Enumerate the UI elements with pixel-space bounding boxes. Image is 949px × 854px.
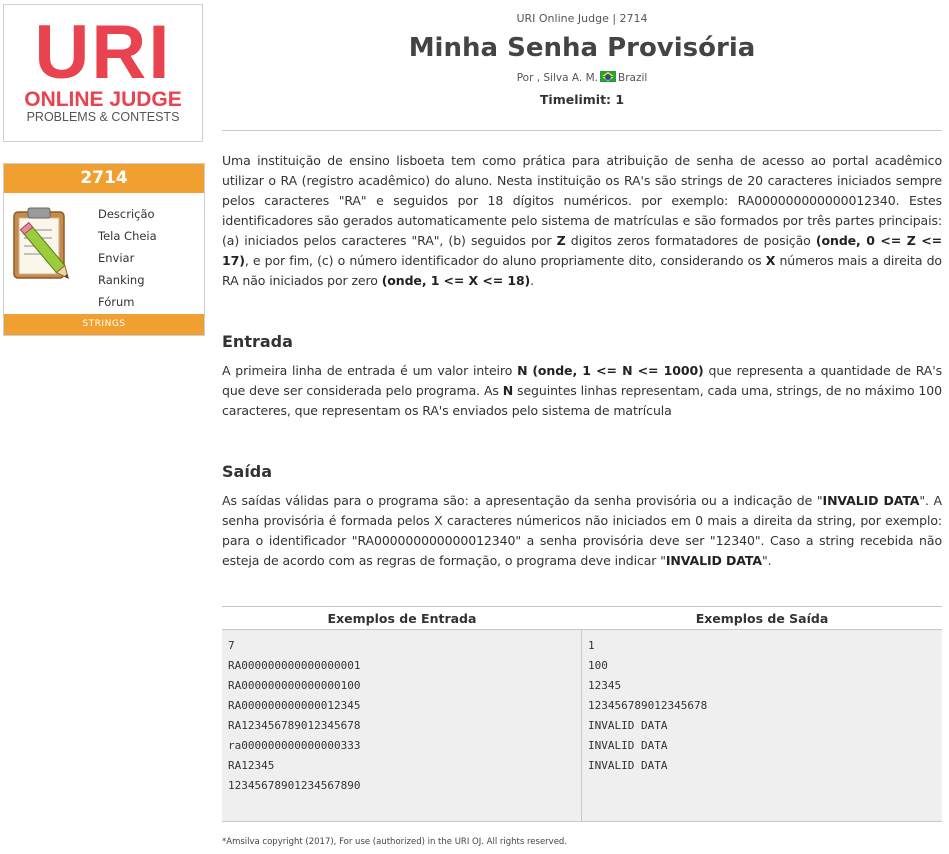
input-section-title: Entrada: [222, 332, 293, 351]
output-line: 12345: [588, 679, 622, 692]
logo-uri-text: URI: [34, 10, 172, 95]
example-input-cell[interactable]: [222, 630, 582, 822]
author-country: Brazil: [617, 72, 648, 84]
problem-header: [222, 10, 942, 110]
problem-sidebar: [3, 163, 205, 336]
examples-header: [222, 606, 942, 630]
category-link[interactable]: STRINGS: [4, 314, 204, 335]
input-line: RA12345: [228, 759, 275, 772]
output-line: INVALID DATA: [588, 759, 668, 772]
brazil-flag-icon: [600, 71, 616, 82]
output-paragraph: As saídas válidas para o programa são: a apresentação da senha provisória ou a indicação de "INVALID DATA". A senha provisória é formada pelos X caracteres númericos não iniciados em 0 mais a direita da string, por exemplo: para o identificador "RA000000000000012340" a senha provisória deve ser "12340". Caso a string recebida não esteja de acordo com as regras de formação, o programa deve indicar "INVALID DATA".: [222, 493, 942, 568]
timelimit: Timelimit: 1: [539, 92, 625, 107]
output-section-title: Saída: [222, 462, 273, 481]
menu-tela-cheia[interactable]: Tela Cheia: [98, 229, 157, 243]
output-line: 123456789012345678: [588, 699, 708, 712]
input-line: RA000000000000000100: [228, 679, 361, 692]
problem-menu: [98, 203, 157, 313]
copyright-notice: *Amsilva copyright (2017), For use (authorized) in the URI OJ. All rights reserved.: [222, 837, 568, 847]
uri-logo[interactable]: [3, 4, 203, 142]
output-line: INVALID DATA: [588, 719, 668, 732]
clipboard-pencil-icon: [8, 202, 80, 292]
header-divider: [222, 130, 942, 131]
input-line: ra000000000000000333: [228, 739, 361, 752]
examples-input-header: Exemplos de Entrada: [327, 611, 477, 626]
author-line: [222, 69, 942, 87]
input-line: RA000000000000012345: [228, 699, 361, 712]
menu-enviar[interactable]: Enviar: [98, 251, 135, 265]
judge-label: URI Online Judge | 2714: [516, 12, 648, 25]
problem-id-badge: 2714: [4, 164, 204, 193]
output-line: 100: [588, 659, 608, 672]
logo-problems-contests-text: PROBLEMS & CONTESTS: [26, 110, 180, 124]
example-output-cell[interactable]: [582, 630, 942, 822]
description-paragraph: Uma instituição de ensino lisboeta tem como prática para atribuição de senha de acesso ao portal acadêmico utilizar o RA (registro acadêmico) do aluno. Nesta instituição os RA's são strings de 20 caracteres iniciados sempre pelos caracteres "RA" e seguidos por 18 dígitos numéricos. por exemplo: RA000000000000012340. Estes identificadores são gerados automaticamente pelo sistema de matrículas e são formados por três partes principais: (a) iniciados pelos caracteres "RA", (b) seguidos por Z digitos zeros formatadores de posição (onde, 0 <= Z <= 17), e por fim, (c) o número identificador do aluno propriamente dito, considerando os X números mais a direita do RA não iniciados por zero (onde, 1 <= X <= 18).: [222, 153, 942, 288]
problem-title: Minha Senha Provisória: [408, 33, 756, 63]
menu-ranking[interactable]: Ranking: [98, 273, 145, 287]
input-line: 7: [228, 639, 235, 652]
input-paragraph: A primeira linha de entrada é um valor inteiro N (onde, 1 <= N <= 1000) que representa a quantidade de RA's que deve ser considerada pelo programa. As N seguintes linhas representam, cada uma, strings, de no máximo 100 caracteres, que representam os RA's enviados pelo sistema de matrícula: [222, 363, 942, 418]
menu-forum[interactable]: Fórum: [98, 295, 135, 309]
input-line: RA123456789012345678: [228, 719, 361, 732]
problem-content: [222, 151, 942, 571]
examples-output-header: Exemplos de Saída: [695, 611, 829, 626]
input-line: RA000000000000000001: [228, 659, 361, 672]
examples-table: [222, 606, 942, 822]
menu-descricao[interactable]: Descrição: [98, 207, 155, 221]
output-line: 1: [588, 639, 595, 652]
input-line: 12345678901234567890: [228, 779, 361, 792]
author-name: Por , Silva A. M.: [516, 72, 598, 84]
logo-online-judge-text: ONLINE JUDGE: [24, 88, 182, 111]
output-line: INVALID DATA: [588, 739, 668, 752]
